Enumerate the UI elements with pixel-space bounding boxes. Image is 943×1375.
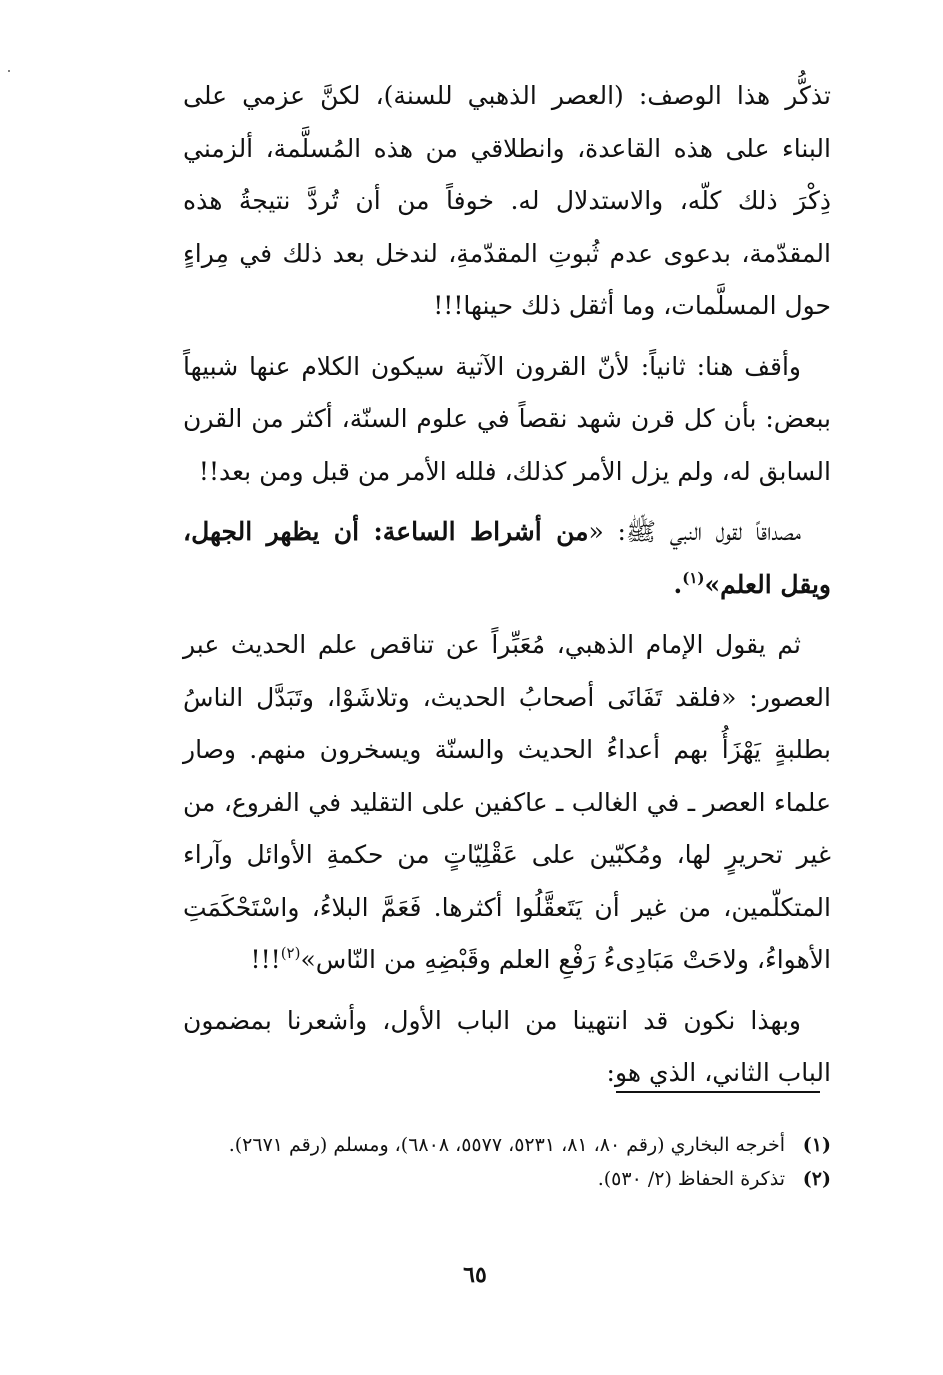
dhahabi-end: !!! xyxy=(250,945,281,974)
paragraph-1: تذكُّر هذا الوصف: (العصر الذهبي للسنة)، لكنَّ عزمي على البناء على هذه القاعدة، وانطلاقي من هذه المُسلَّمة، ألزمني ذِكْرَ ذلك كلّه، والاستدلال له. خوفاً من أن تُردَّ نتيجةُ هذه المقدّمة، بدعوى عدم ثُبوتِ المقدّمةِ، لندخل بعد ذلك في مِراءٍ حول المسلَّمات، وما أثقل ذلك حينها!!! xyxy=(183,81,831,320)
footnote-ref-1[interactable]: (١) xyxy=(682,568,705,587)
scan-speck xyxy=(8,70,10,72)
footnote-2 xyxy=(183,1162,831,1196)
paragraph-3-hadith xyxy=(183,506,831,611)
footnote-divider xyxy=(616,1091,820,1093)
hadith-end: . xyxy=(673,569,683,599)
paragraph-2: وأقف هنا: ثانياً: لأنّ القرون الآتية سيكون الكلام عنها شبيهاً ببعض: بأن كل قرن شهد نقصاً في علوم السنّة، أكثر من القرن السابق له، ولم يزل الأمر كذلك، فلله الأمر من قبل ومن بعد!! xyxy=(183,351,831,486)
footnote-text: تذكرة الحفاظ (٢/ ٥٣٠). xyxy=(597,1168,785,1190)
paragraph-4-dhahabi xyxy=(183,619,831,987)
hadith-quote: من أشراط الساعة: أن يظهر الجهل، ويقل العلم xyxy=(183,517,831,599)
paragraph-5: وبهذا نكون قد انتهينا من الباب الأول، وأشعرنا بمضمون الباب الثاني، الذي هو: xyxy=(183,1005,831,1087)
footnote-ref-2[interactable]: (٢) xyxy=(280,944,301,962)
footnote-text: أخرجه البخاري (رقم ٨٠، ٨١، ٥٢٣١، ٥٥٧٧، ٦٨٠٨)، ومسلم (رقم ٢٦٧١). xyxy=(228,1134,785,1156)
footnote-number: (٢) xyxy=(802,1168,831,1190)
dhahabi-quote: ثم يقول الإمام الذهبي، مُعَبِّراً عن تناقص علم الحديث عبر العصور: «فلقد تَفَانَى أصحابُ الحديث، وتلاشَوْا، وتَبَدَّل الناسُ بطلبةٍ يَهْزَأُ بهم أعداءُ الحديث والسنّة ويسخرون منهم. وصار علماء العصر ـ في الغالب ـ عاكفين على التقليد في الفروع، من غير تحريرٍ لها، ومُكبّين على عَقْلِيّاتٍ من حكمةِ الأوائل وآراء المتكلّمين، من غير أن يَتَعقَّلُوا أكثرها. فَعَمَّ البلاءُ، واسْتَحْكَمَتِ الأهواءُ، ولاحَتْ مَبَادِىءُ رَفْعِ العلم وقَبْضِهِ من النّاس» xyxy=(183,630,831,974)
page-number: ٦٥ xyxy=(463,1262,487,1288)
hadith-close-quote: » xyxy=(704,569,721,599)
main-text xyxy=(183,70,831,1108)
hadith-lead: مصداقاً لقول النبي ﷺ: « xyxy=(588,517,802,546)
footnotes xyxy=(183,1128,831,1196)
footnote-number: (١) xyxy=(802,1134,831,1156)
footnote-1 xyxy=(183,1128,831,1162)
